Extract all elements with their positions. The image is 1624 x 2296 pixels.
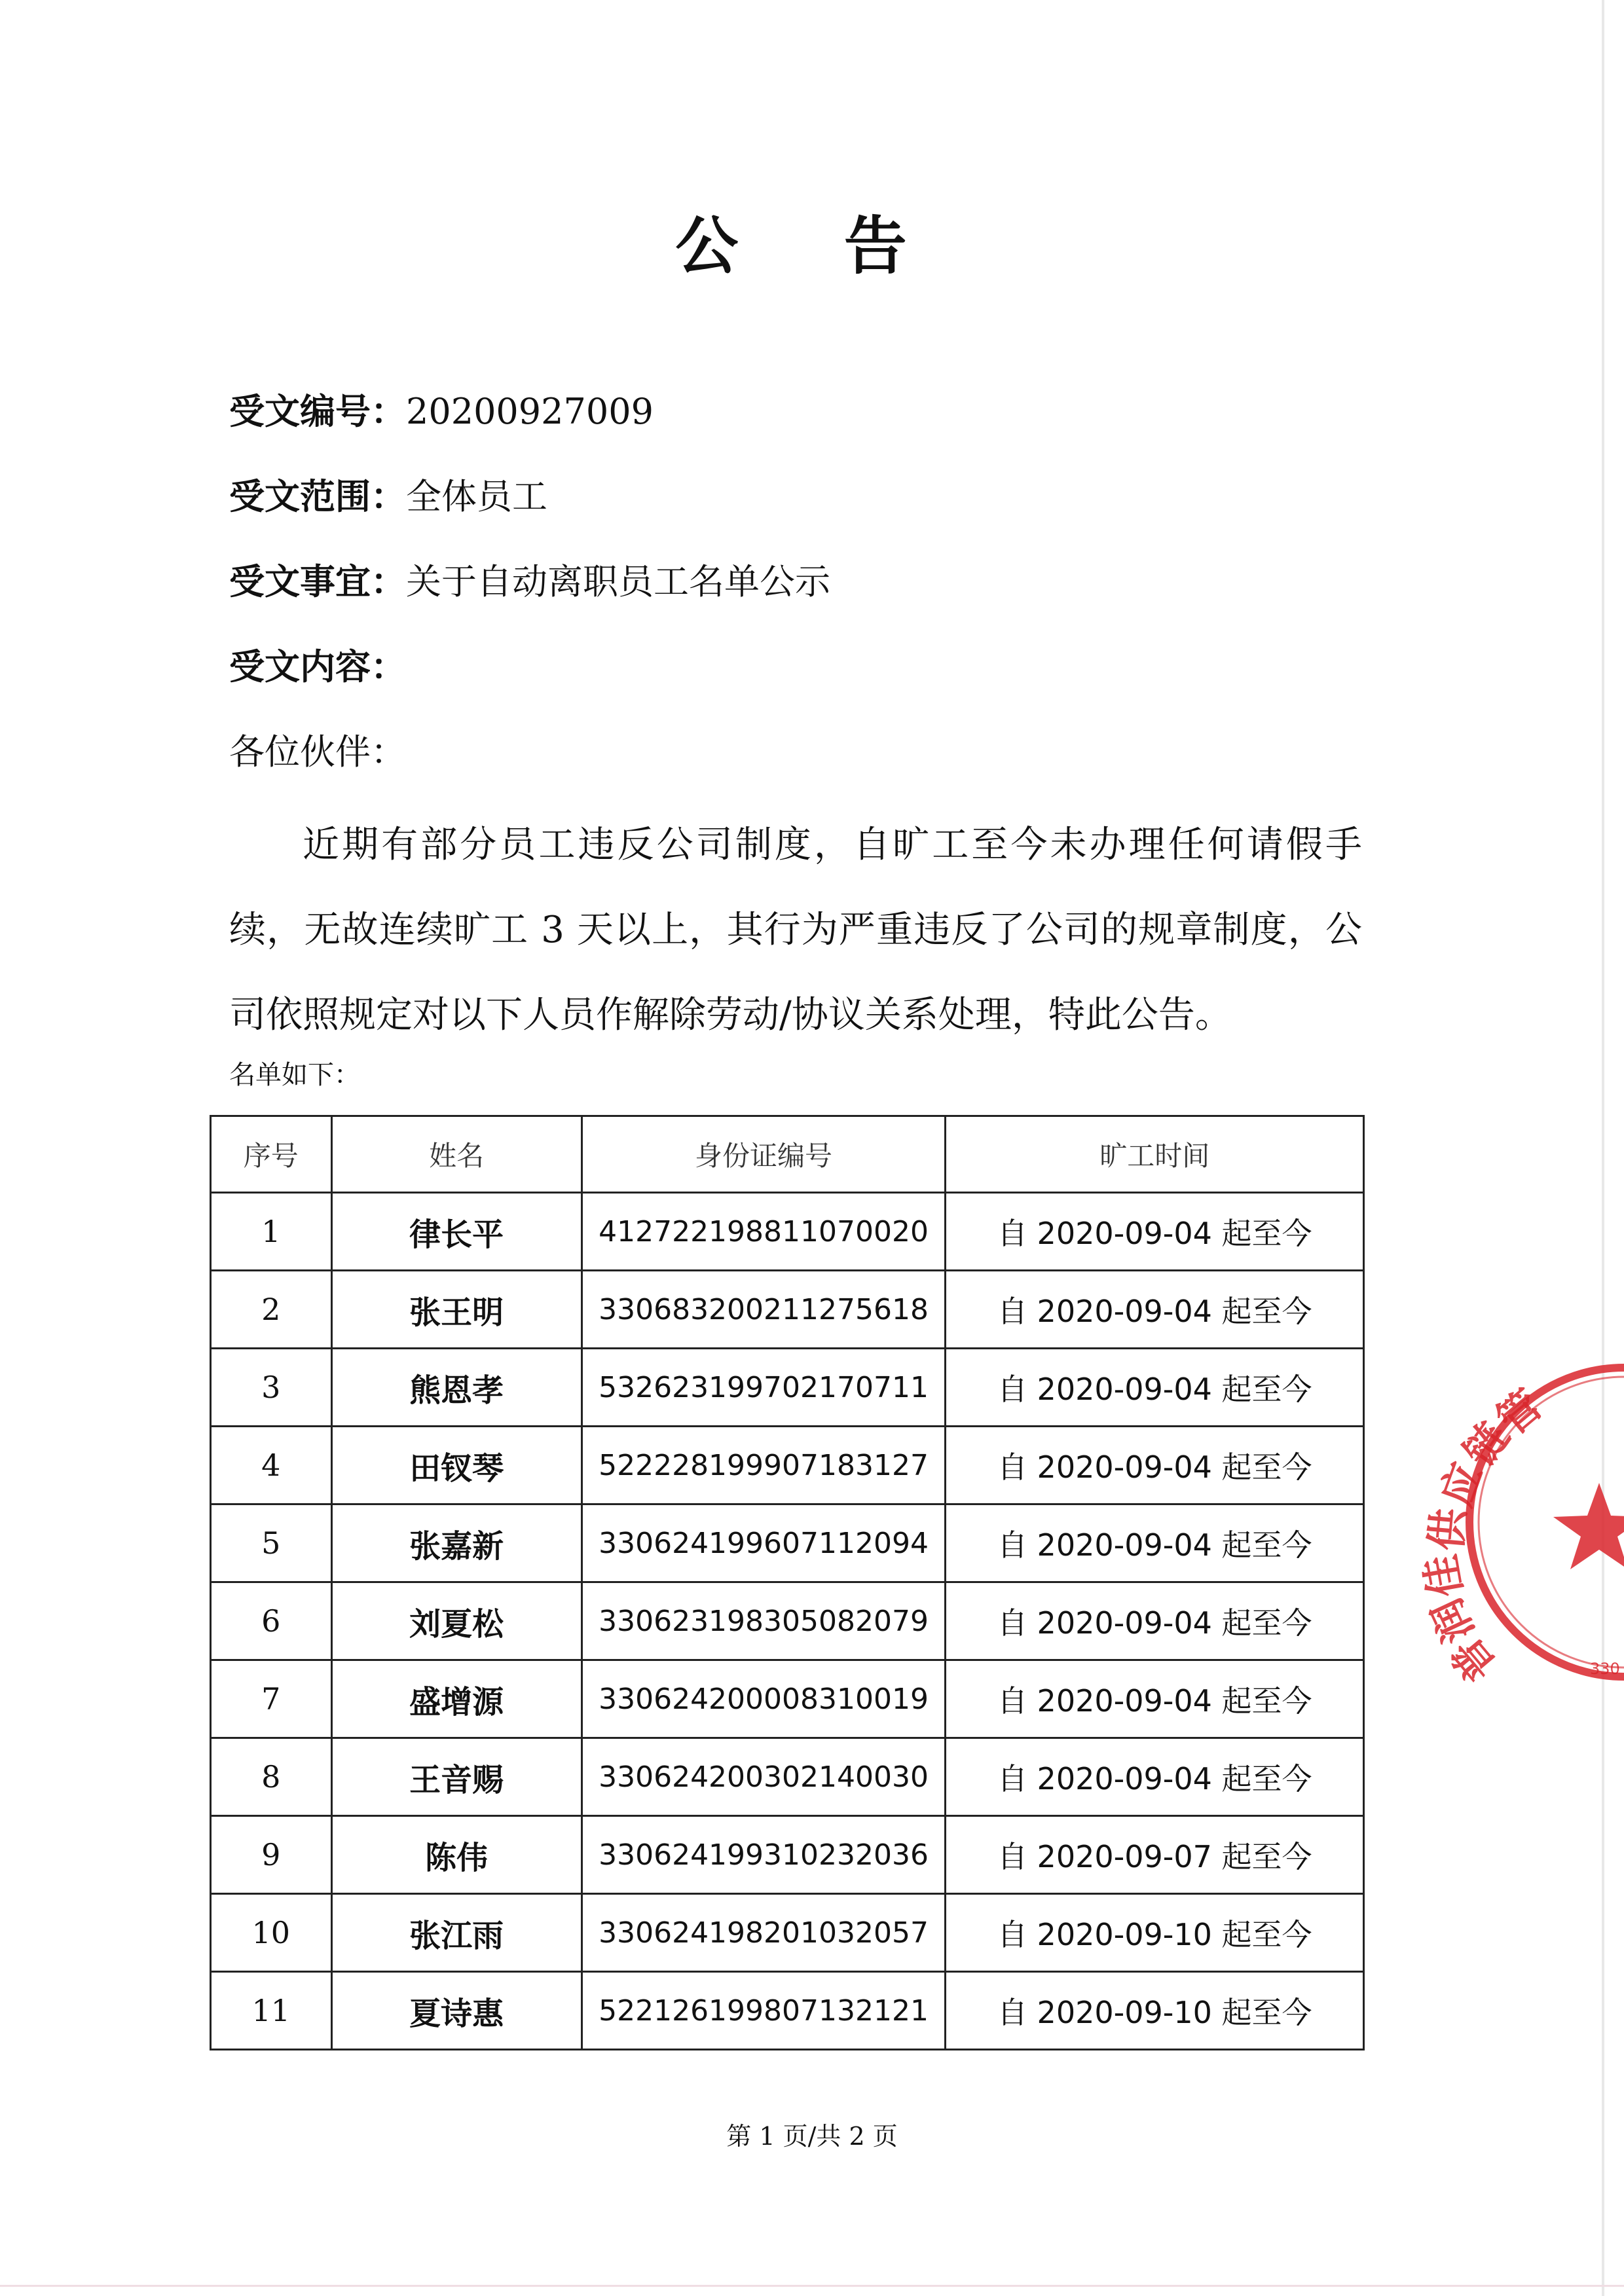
row-name: 盛增源	[331, 1660, 581, 1738]
header-id: 身份证编号	[581, 1116, 946, 1193]
page-edge-bottom	[0, 2285, 1624, 2287]
company-seal	[1414, 1358, 1624, 1699]
svg-text:润: 润	[1422, 1591, 1485, 1650]
doc-number-line	[229, 384, 654, 434]
scope-label: 受文范围：	[229, 475, 406, 517]
content-label: 受文内容：	[229, 646, 406, 687]
row-name: 夏诗惠	[331, 1972, 581, 2050]
notice-body: 近期有部分员工违反公司制度，自旷工至今未办理任何请假手续，无故连续旷工 3 天以上，其行为严重违反了公司的规章制度，公司依照规定对以下人员作解除劳动/协议关系处理，特此公告。	[229, 824, 1362, 1036]
notice-title: 公 告	[675, 209, 949, 283]
row-name: 张江雨	[331, 1894, 581, 1972]
table-row	[211, 1816, 1364, 1894]
header-no: 序号	[211, 1116, 332, 1193]
row-id: 330624200302140030	[581, 1738, 946, 1816]
row-period: 自 2020-09-04 起至今	[946, 1504, 1364, 1582]
row-name: 张嘉新	[331, 1504, 581, 1582]
row-id: 330623198305082079	[581, 1582, 946, 1660]
row-name: 陈伟	[331, 1816, 581, 1894]
table-row	[211, 1582, 1364, 1660]
row-name: 刘夏松	[331, 1582, 581, 1660]
greeting: 各位伙伴：	[229, 731, 406, 773]
page-edge	[1602, 0, 1604, 2296]
row-name: 熊恩孝	[331, 1349, 581, 1427]
row-period: 自 2020-09-04 起至今	[946, 1349, 1364, 1427]
row-period: 自 2020-09-10 起至今	[946, 1972, 1364, 2050]
row-no: 11	[211, 1972, 332, 2050]
row-id: 532623199702170711	[581, 1349, 946, 1427]
row-no: 1	[211, 1193, 332, 1271]
row-period: 自 2020-09-04 起至今	[946, 1271, 1364, 1349]
svg-text:普: 普	[1441, 1627, 1507, 1691]
table-row	[211, 1271, 1364, 1349]
svg-text:佳: 佳	[1416, 1551, 1472, 1601]
row-no: 7	[211, 1660, 332, 1738]
svg-text:链: 链	[1454, 1413, 1519, 1476]
doc-number-label: 受文编号：	[229, 390, 406, 432]
header-period: 旷工时间	[946, 1116, 1364, 1193]
table-row	[211, 1738, 1364, 1816]
row-id: 330624199607112094	[581, 1504, 946, 1582]
svg-text:管: 管	[1488, 1380, 1552, 1446]
subject-value: 关于自动离职员工名单公示	[406, 561, 830, 602]
table-row	[211, 1427, 1364, 1504]
row-id: 522228199907183127	[581, 1427, 946, 1504]
list-intro: 名单如下：	[229, 1060, 360, 1090]
row-period: 自 2020-09-10 起至今	[946, 1894, 1364, 1972]
row-no: 2	[211, 1271, 332, 1349]
seal-code: 330	[1590, 1660, 1620, 1678]
row-period: 自 2020-09-04 起至今	[946, 1660, 1364, 1738]
row-name: 张王明	[331, 1271, 581, 1349]
row-period: 自 2020-09-04 起至今	[946, 1738, 1364, 1816]
row-id: 330624200008310019	[581, 1660, 946, 1738]
scope-value: 全体员工	[406, 476, 547, 517]
row-id: 330683200211275618	[581, 1271, 946, 1349]
row-period: 自 2020-09-04 起至今	[946, 1193, 1364, 1271]
table-row	[211, 1504, 1364, 1582]
row-id: 330624199310232036	[581, 1816, 946, 1894]
table-row	[211, 1972, 1364, 2050]
row-no: 5	[211, 1504, 332, 1582]
header-name: 姓名	[331, 1116, 581, 1193]
table-header-row	[211, 1116, 1364, 1193]
dismissal-table	[210, 1115, 1365, 2050]
row-no: 3	[211, 1349, 332, 1427]
seal-stamp-graphic	[1414, 1358, 1624, 1699]
subject-line	[229, 554, 830, 604]
doc-number-value: 20200927009	[406, 391, 654, 432]
row-id: 412722198811070020	[581, 1193, 946, 1271]
page-footer: 第 1 页/共 2 页	[726, 2122, 898, 2151]
row-no: 8	[211, 1738, 332, 1816]
table-row	[211, 1660, 1364, 1738]
row-no: 4	[211, 1427, 332, 1504]
table-row	[211, 1349, 1364, 1427]
table-row	[211, 1193, 1364, 1271]
content-line	[229, 639, 406, 689]
row-name: 田钗琴	[331, 1427, 581, 1504]
row-id: 522126199807132121	[581, 1972, 946, 2050]
row-no: 6	[211, 1582, 332, 1660]
row-id: 330624198201032057	[581, 1894, 946, 1972]
subject-label: 受文事宜：	[229, 560, 406, 602]
svg-text:供: 供	[1422, 1506, 1475, 1553]
row-period: 自 2020-09-04 起至今	[946, 1427, 1364, 1504]
row-no: 9	[211, 1816, 332, 1894]
svg-text:应: 应	[1431, 1456, 1492, 1513]
row-no: 10	[211, 1894, 332, 1972]
row-period: 自 2020-09-07 起至今	[946, 1816, 1364, 1894]
scope-line	[229, 469, 547, 519]
row-period: 自 2020-09-04 起至今	[946, 1582, 1364, 1660]
row-name: 王音赐	[331, 1738, 581, 1816]
table-row	[211, 1894, 1364, 1972]
row-name: 律长平	[331, 1193, 581, 1271]
